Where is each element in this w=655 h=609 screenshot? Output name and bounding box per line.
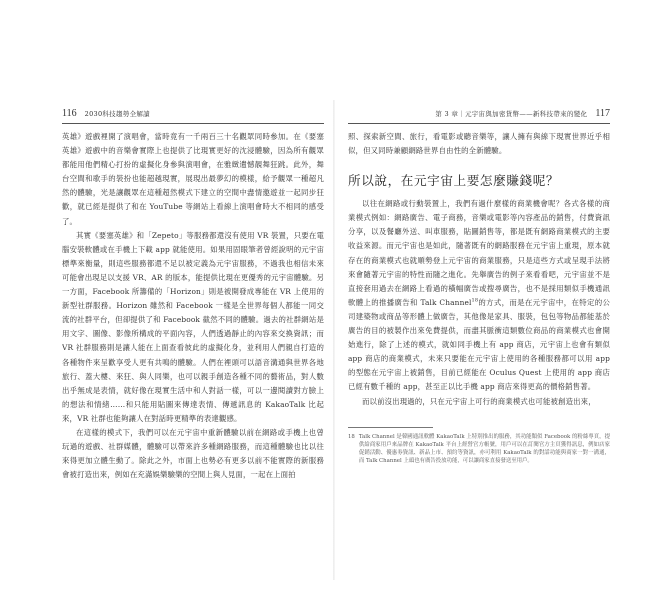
left-paragraph-2: 其實《要塞英雄》和「Zepeto」等服務都還沒有使用 VR 裝置，只要在電腦安裝軟體或在手機上下載 app 就能使用。如果用固眼筆者曾經說明的元宇宙標準來衡量，則這些服務都還不足以被定義為元宇宙服務，不過我也相信未來可能會出現足以支援 VR、AR 的版本，能提供比現在更優秀的元宇宙體驗。另一方面，Facebook 所籌備的「Horizon」則是被開發成專能在 VR 上使用的新型社群服務。Horizon 雖然和 Facebook 一樣是全世界每個人都能一同交流的社群平台，但卻提供了和 Facebook 截然不同的體驗。過去的社群網站是用文字、圖像、影像所構成的平面內容，人們透過靜止的內容來交換資訊；而 VR 社群服務則是讓人能在上面查看彼此的虛擬化身，並利用人們親自打造的各種物件來呈歡享受人更有共鳴的體驗。人們在裡頭可以語音溝通與世界各地旅行、蓋大樓、來狂、與人同樂，也可以親手創造各種不同的藝術品，對人數出乎無成是表情，就好像在現實生活中和人對話一樣，可以一邊閱讀對方臉上的想法和情緒……和只能用貼圖來傳達表情、傳遞訊息的 KakaoTalk 比起來，VR 社群也能夠讓人在對話時更精準的表達觀感。 (62, 230, 324, 423)
right-running-head (348, 108, 610, 122)
footnote-rule (348, 427, 433, 428)
footnote (348, 433, 610, 466)
section-heading: 所以說，在元宇宙上要怎麼賺錢呢？ (348, 173, 560, 189)
left-running-head (62, 108, 324, 122)
right-header-rule (348, 123, 610, 124)
footnote-reference[interactable]: 18 (471, 297, 479, 304)
book-gutter (333, 100, 335, 580)
left-running-title: 2030科技趨勢全解讀 (84, 110, 150, 118)
left-paragraph-1: 英雄》遊戲裡開了演唱會，當時竟有一千兩百三十名觀眾同時參加。在《要塞英雄》遊戲中的音樂會實際上也提供了比現實更好的沈浸體驗，因為所有觀眾都能用他們精心打扮的虛擬化身參與演唱會，在雅緻遺憾靚舞狂跳。此外，舞台空間和歌手的裝扮也能超越現實，展現出最夢幻的模樣，給予觀眾一種超凡然的體驗，光是讓觀眾在這種超然模式下建立的空間中盡情邀遊並一起同步狂歡，就已經是提供了和在 YouTube 等網站上看線上演唱會時大不相同的感受了。 (62, 132, 324, 226)
right-paragraph-2 (348, 197, 610, 394)
footnote-number: 18 (348, 433, 355, 440)
right-paragraph-2-text: 以往在網路或行動裝置上，我們有過什麼樣的商業機會呢？各式各樣的商業模式例如：網路廣告、電子商務，音樂或電影等內容產品的銷售，付費資訊分享，以及餐廳外送、叫車服務，貼圖銷售等，都是既有網路商業模式的主要收益來源。而元宇宙也是如此，隨著既有的網路服務在元宇宙上重現，原本就存在的商業模式也就順勢登上元宇宙的商業服務，只是這些方式或呈現手法將來會隨著元宇宙的特性而隨之進化。先舉廣告的例子來看看吧，元宇宙並不是直接套用過去在網路上看過的橫幅廣告或搜尋廣告，也不是採用類似手機通訊軟體上的推播廣告和 Talk Channel (348, 199, 610, 307)
left-paragraph-3: 在這樣的模式下，我們可以在元宇宙中重新體驗以前在網路或手機上也曾玩過的遊戲、社群媒體，體驗可以帶來許多種網路服務，而這種體驗也比以往來得更加立體生動了。除此之外，市面上也勢必有更多以前不能實際的新服務會被打造出來，例如在充滿娛樂驗樂的空間上與人見面，一起在上面拍 (62, 427, 324, 480)
footnote-text: Talk Channel 是韓國通訊軟體 KakaoTalk 上特別推出的服務，其功能類似 Facebook 的粉絲專頁，提供給商家用戶來品牌在 KakaoTalk 平台上經營官方帳號，用戶可以在訂閱官方主頁獲得訊息，例如店家促銷活動、優惠劵資訊、新品上市、預約等資訊，亦可利用 KakaoTalk 的對話功能與商家一對一溝通，而 Talk Channel 上頭也有廣告投放功能，可以讓商家直接發送至用戶。 (358, 433, 610, 465)
left-page (62, 108, 324, 578)
left-header-rule (62, 123, 324, 124)
right-running-title: 第 3 章｜元宇宙與加密貨幣——新科技帶來的變化 (435, 110, 588, 118)
right-paragraph-3: 而以前沒出現過的，只在元宇宙上可行的商業模式也可能被創造出來， (362, 396, 596, 406)
left-page-number: 116 (62, 108, 77, 119)
right-page (348, 108, 610, 578)
right-paragraph-2-cont: 的方式，而是在元宇宙中，在特定的公司建築物或商品等形體上做廣告，其他像是家具、服裝，包包等物品都能基於廣告的目的被製作出來免費提供，而盡其脈衝這類數位商品的商業模式也會開始進行，除了上述的模式，就如同手機上有 app 商店，元宇宙上也會有類似 app 商店的商業模式，未來只要能在元宇宙上使用的各種服務都可以用 app 的型態在元宇宙上被銷售，目前已經能在 Oculus Quest 上使用的 app 商店已經有數千種的 app，甚至正以比手機 app 商店來得更高的價格銷售著。 (348, 297, 610, 392)
right-page-number: 117 (595, 108, 610, 119)
right-paragraph-1: 照、探索新空間、旅行，看電影或聽音樂等，讓人擁有與線下現實世界近乎相似，但又同時兼顧網路世界自由性的全新體驗。 (348, 132, 610, 156)
